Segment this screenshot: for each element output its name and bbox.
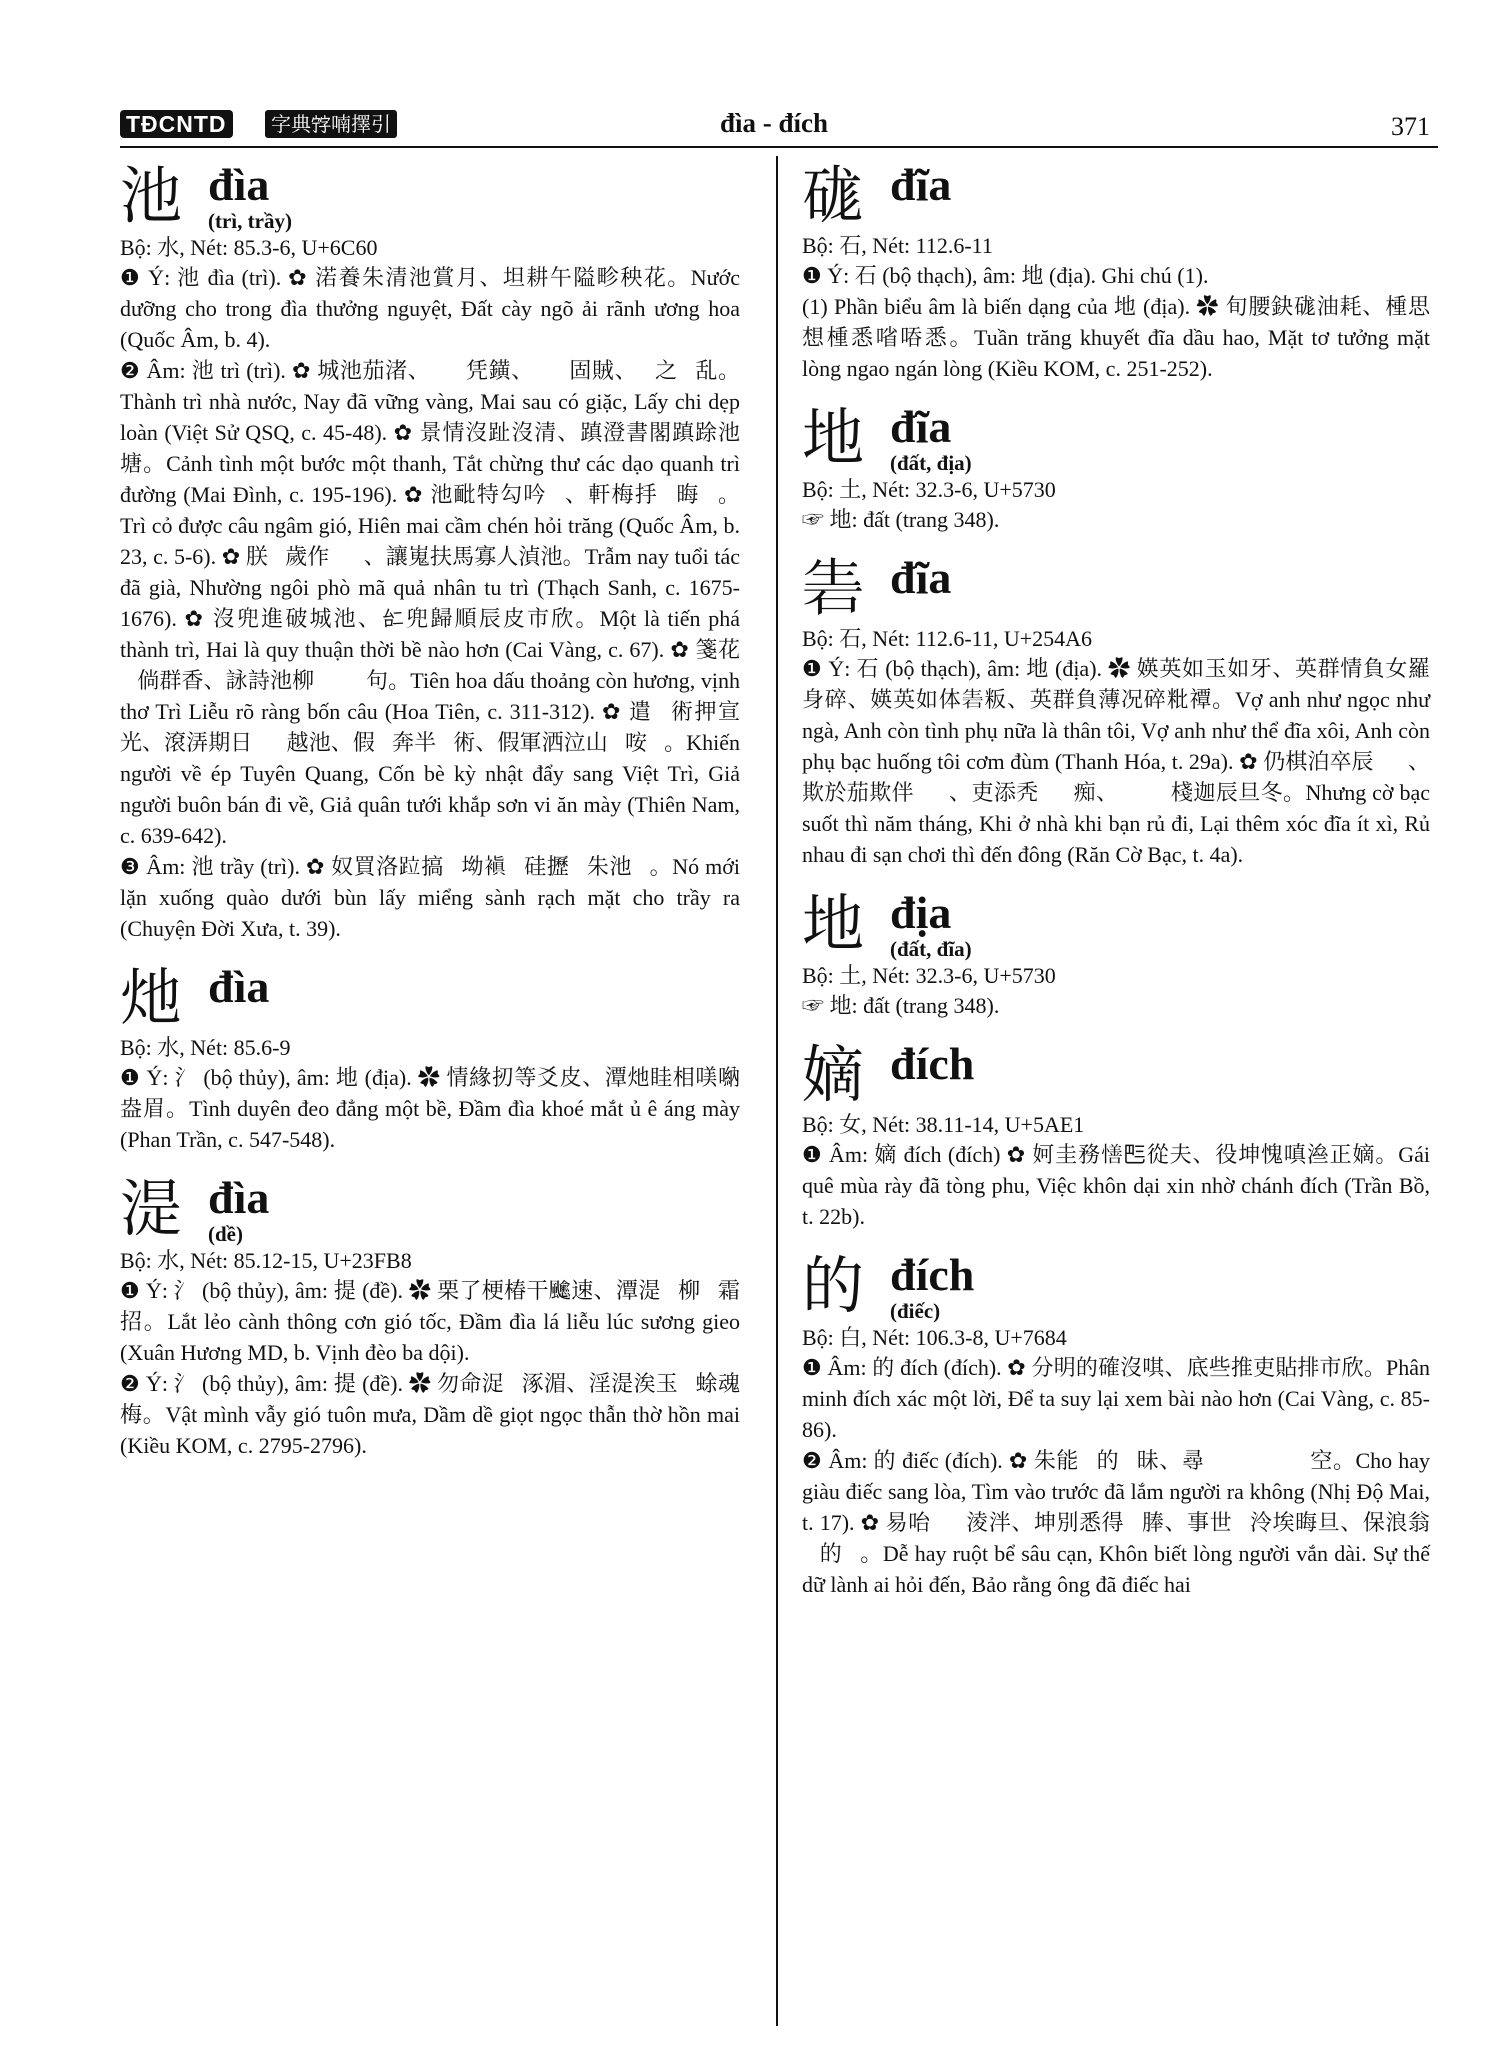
entry-glyph: 的 bbox=[802, 1249, 865, 1322]
entry-headword: địa bbox=[890, 887, 952, 938]
entry-headword: đìa bbox=[208, 961, 270, 1012]
dictionary-entry bbox=[802, 1250, 1430, 1600]
entry-sense: ❷ Ý: 氵 (bộ thủy), âm: 提 (đề). ✿ 勿命浞𩂀涿湄、淫湜涘玉𥢆蜍魂梅。Vật mình vẫy gió tuôn mưa, Dầm dề giọt ngọc thẫn thờ hồn mai (Kiều KOM, c. 2795-2796). bbox=[120, 1371, 740, 1458]
header-rule bbox=[120, 146, 1438, 148]
entry-head-text bbox=[890, 160, 951, 208]
dictionary-entry bbox=[802, 402, 1430, 535]
right-column bbox=[802, 160, 1430, 1618]
dictionary-entry bbox=[120, 962, 740, 1155]
entry-head bbox=[802, 888, 1430, 962]
entry-head-text bbox=[208, 1173, 269, 1247]
entry-senses bbox=[802, 1139, 1430, 1232]
entry-sense: ❶ Ý: 氵 (bộ thủy), âm: 提 (đề). ✿ 栗了梗椿干𩙍速、潭湜𦲿柳𣅶霜招。Lắt lẻo cành thông cơn gió tốc, Đầm đìa lá liễu lúc sương gieo (Xuân Hương MD, b. Vịnh đèo ba dội). bbox=[120, 1278, 740, 1365]
entry-head bbox=[802, 160, 1430, 232]
entry-headword: đích bbox=[890, 1249, 975, 1300]
entry-glyph: 地 bbox=[802, 887, 865, 960]
entry-radical-info: Bộ: 土, Nét: 32.3-6, U+5730 bbox=[802, 477, 1056, 502]
entry-head bbox=[120, 160, 740, 234]
brand-logo: TĐCNTD bbox=[120, 110, 233, 138]
entry-head-text bbox=[208, 962, 269, 1010]
entry-head-text bbox=[890, 1250, 974, 1324]
dictionary-entry bbox=[802, 553, 1430, 870]
entry-sense: (1) Phần biểu âm là biến dạng của 地 (địa). ✿ 旬腰鈌硥油耗、㮔思想㮔悉㗂㖔悉。Tuần trăng khuyết đĩa dầu hao, Mặt tơ tưởng mặt lòng ngao ngán lòng (Kiều KOM, c. 251-252). bbox=[802, 294, 1430, 381]
entry-glyph: 地 bbox=[802, 401, 865, 474]
entry-glyph: 硥 bbox=[802, 159, 865, 232]
entry-senses bbox=[802, 260, 1430, 384]
entry-head-text bbox=[890, 888, 972, 962]
entry-senses bbox=[802, 504, 1430, 535]
entry-head-text bbox=[208, 160, 292, 234]
entry-sense: ☞ 地: đất (trang 348). bbox=[802, 507, 1000, 532]
entry-sense: ❶ Âm: 的 đích (đích). ✿ 分明的確沒唭、底些推吏貼排市欣。Phân minh đích xác một lời, Để ta suy lại xem bài nào hơn (Cai Vàng, c. 85-86). bbox=[802, 1355, 1430, 1442]
entry-senses bbox=[802, 990, 1430, 1021]
entry-sense: ❶ Ý: 池 đìa (trì). ✿ 渃養朱清池賞月、坦耕午隘畛秧花。Nước dưỡng cho trong đìa thưởng nguyệt, Đất cày ngõ ải rãnh ương hoa (Quốc Âm, b. 4). bbox=[120, 265, 740, 352]
entry-head bbox=[802, 553, 1430, 625]
entry-headword: đìa bbox=[208, 159, 270, 210]
entry-radical-info: Bộ: 土, Nét: 32.3-6, U+5730 bbox=[802, 963, 1056, 988]
entry-headword: đĩa bbox=[890, 401, 952, 452]
entry-sense: ☞ 地: đất (trang 348). bbox=[802, 993, 1000, 1018]
entry-sense: ❶ Ý: 石 (bộ thạch), âm: 地 (địa). Ghi chú (1). bbox=[802, 263, 1209, 288]
entry-sense: ❸ Âm: 池 trầy (trì). ✿ 奴買洛𨀎搞𡑝坳𧜖𥒥硅攊𣑶朱池𠸗。Nó mới lặn xuống quào dưới bùn lấy miểng sành rạch mặt cho trầy ra (Chuyện Đời Xưa, t. 39). bbox=[120, 854, 740, 941]
entry-senses bbox=[802, 653, 1430, 870]
brand-han-logo: 字典𡨸喃擇引 bbox=[265, 110, 397, 138]
entry-head bbox=[120, 962, 740, 1034]
entry-alt-readings: (đất, đĩa) bbox=[890, 937, 972, 961]
entry-glyph: 灺 bbox=[120, 961, 183, 1034]
entry-glyph: 池 bbox=[120, 159, 183, 232]
entry-senses bbox=[120, 1275, 740, 1461]
entry-alt-readings: (đất, địa) bbox=[890, 451, 972, 475]
entry-head bbox=[802, 402, 1430, 476]
entry-sense: ❷ Âm: 的 điếc (đích). ✿ 朱能𩛄的𣋁昧、尋𠬠𨈒𠀧𡗋𨈒𢪏空。Cho hay giàu điếc sang lòa, Tìm vào trước đã lắm người ra không (Nhị Độ Mai, t. 17). ✿ 易咍𦛌𣵰淩泮、坤別悉得𢴑䏾、事世𡚦泠埃晦旦、保浪翁𠀧的𠄩。Dễ hay ruột bể sâu cạn, Khôn biết lòng người vắn dài. Sự thế dữ lành ai hỏi đến, Bảo rằng ông đã điếc hai bbox=[802, 1448, 1430, 1597]
entry-sense: ❷ Âm: 池 trì (trì). ✿ 城池茄渚、𡓇𠀧凭鐄、𣈜𣈕固賊、𢭸之𢶢乱。Thành trì nhà nước, Nay đã vững vàng, Mai sau có giặc, Lấy chi dẹp loàn (Việt Sử QSQ, c. 45-48). ✿ 景情沒趾沒清、蹎澄書閣蹎䟻池塘。Cảnh tình một bước một thanh, Tắt chừng thư các dạo quanh trì đường (Mai Đình, c. 195-196). ✿ 池䩃特勾吟𩙌、軒梅抙𠺥晦𦜞。Trì cỏ được câu ngâm gió, Hiên mai cầm chén hỏi trăng (Quốc Âm, b. 23, c. 5-6). ✿ 朕𡓇歲作𠀧𦟐、讓嵬扶馬寡人湞池。Trẫm nay tuổi tác đã già, Nhường ngôi phò mã quả nhân tu trì (Thạch Sanh, c. 1675-1676). ✿ 沒兜進破城池、𠄩兜歸順辰皮市欣。Một là tiến phá thành trì, Hai là quy thuận thời bề nào hơn (Cai Vàng, c. 67). ✿ 箋花𤁕倘群香、詠詩池柳𤏣𡛔𠶋句。Tiên hoa dấu thoảng còn hương, vịnh thơ Trì Liễu rõ ràng bốn câu (Hoa Tiên, c. 311-312). ✿ 遣𨈒術押宣光、滾㳥期日𢹣𡗅越池、假𨈒奔半𢬣術、假軍洒泣山𡇞咹𠰘。Khiến người về ép Tuyên Quang, Cốn bè kỳ nhật đẩy sang Việt Trì, Giả người buôn bán đi về, Giả quân tưới khắp sơn vi ăn mày (Thiên Nam, c. 639-642). bbox=[120, 358, 740, 848]
entry-glyph: 嫡 bbox=[802, 1038, 865, 1111]
dictionary-entry bbox=[120, 160, 740, 944]
entry-alt-readings: (trì, trầy) bbox=[208, 209, 292, 233]
entry-senses bbox=[120, 1062, 740, 1155]
entry-radical-info: Bộ: 白, Nét: 106.3-8, U+7684 bbox=[802, 1325, 1067, 1350]
entry-sense: ❶ Ý: 氵 (bộ thủy), âm: 地 (địa). ✿ 情緣扨等爻皮、潭灺眭相𠸍𠺶盎眉。Tình duyên đeo đẳng một bề, Đầm đìa khoé mắt ủ ê áng mày (Phan Trần, c. 547-548). bbox=[120, 1065, 740, 1152]
entry-radical-info: Bộ: 石, Nét: 112.6-11 bbox=[802, 233, 993, 258]
entry-head-text bbox=[890, 1039, 974, 1087]
column-divider bbox=[776, 156, 778, 2026]
page-header bbox=[120, 108, 1438, 148]
entry-headword: đĩa bbox=[890, 552, 952, 603]
entry-radical-info: Bộ: 女, Nét: 38.11-14, U+5AE1 bbox=[802, 1112, 1085, 1137]
entry-head bbox=[802, 1039, 1430, 1111]
running-head: đìa - đích bbox=[720, 108, 829, 138]
dictionary-entry bbox=[802, 1039, 1430, 1232]
entry-senses bbox=[802, 1352, 1430, 1600]
entry-head-text bbox=[890, 553, 951, 601]
entry-head bbox=[120, 1173, 740, 1247]
entry-radical-info: Bộ: 水, Nét: 85.6-9 bbox=[120, 1035, 291, 1060]
left-column bbox=[120, 160, 740, 1479]
entry-alt-readings: (điếc) bbox=[890, 1299, 941, 1323]
entry-radical-info: Bộ: 水, Nét: 85.3-6, U+6C60 bbox=[120, 235, 378, 260]
entry-headword: đĩa bbox=[890, 159, 952, 210]
entry-headword: đích bbox=[890, 1038, 975, 1089]
entry-headword: đìa bbox=[208, 1172, 270, 1223]
entry-radical-info: Bộ: 石, Nét: 112.6-11, U+254A6 bbox=[802, 626, 1093, 651]
page-number: 371 bbox=[1391, 112, 1430, 141]
entry-sense: ❶ Ý: 石 (bộ thạch), âm: 地 (địa). ✿ 媖英如玉如牙、英群情負女羅身碎、媖英如体𥑦粄、英群負薄况碎粃禫。Vợ anh như ngọc như ngà, Anh còn tình phụ nữa là thân tôi, Vợ anh như thể đĩa xôi, Anh còn phụ bạc huống tôi cơm đùm (Thanh Hóa, t. 29a). ✿ 仍棋泊卒辰𦝄𦝄、欺於茄欺伴𠺵𢬣、吏添秃𥑦𠅎痴、𠺵𩟡𢬣棧迦辰旦冬。Nhưng cờ bạc suốt thì năm tháng, Khi ở nhà khi bạn rủ đi, Lại thêm xóc đĩa ít xì, Rủ nhau đi sạn chơi thì đến đông (Răn Cờ Bạc, t. 4a). bbox=[802, 656, 1430, 867]
dictionary-entry bbox=[120, 1173, 740, 1461]
entry-senses bbox=[120, 262, 740, 944]
entry-radical-info: Bộ: 水, Nét: 85.12-15, U+23FB8 bbox=[120, 1248, 412, 1273]
entry-head-text bbox=[890, 402, 972, 476]
entry-glyph: 𥑦 bbox=[802, 552, 865, 625]
dictionary-entry bbox=[802, 888, 1430, 1021]
entry-glyph: 湜 bbox=[120, 1172, 183, 1245]
dictionary-entry bbox=[802, 160, 1430, 384]
entry-sense: ❶ Âm: 嫡 đích (đích) ✿ 妸圭務𢢆𠀧從夫、役坤愧嗔㴉正嫡。Gái quê mùa rày đã tòng phu, Việc khôn dại xin nhờ chánh đích (Trần Bồ, t. 22b). bbox=[802, 1142, 1430, 1229]
entry-alt-readings: (dề) bbox=[208, 1222, 243, 1246]
entry-head bbox=[802, 1250, 1430, 1324]
